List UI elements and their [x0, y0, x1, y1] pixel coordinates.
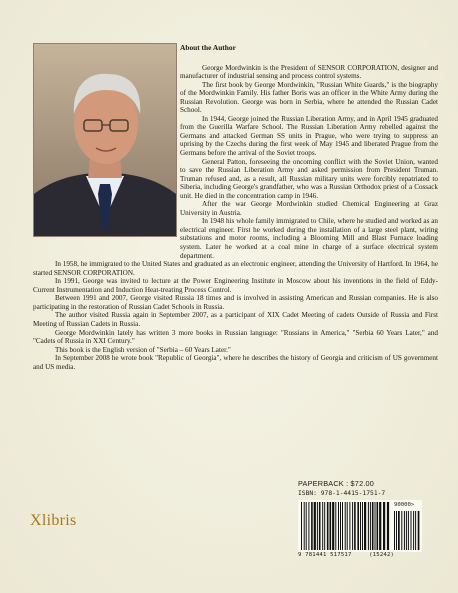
barcode-addon-bar	[413, 511, 414, 550]
barcode-bar	[342, 502, 343, 550]
barcode-bar	[352, 502, 353, 550]
barcode-addon-bar	[396, 511, 397, 550]
barcode-digits: 9 781441 517517	[298, 552, 352, 558]
barcode-bar	[304, 502, 305, 550]
barcode-bar	[319, 502, 321, 550]
barcode-bar	[340, 502, 341, 550]
barcode-bar	[387, 502, 389, 550]
isbn-label: ISBN: 978-1-4415-1751-7	[298, 490, 386, 497]
barcode-bar	[335, 502, 336, 550]
barcode-addon-bar	[401, 511, 402, 550]
about-paragraph: In 1991, George was invited to lecture at the Power Engineering Institute in Moscow about his inventions in the field of Eddy-Current Instrumentation and Induction Heat-treating Process Control.	[33, 277, 438, 294]
barcode-bar	[360, 502, 361, 550]
about-paragraph: The author visited Russia again in September 2007, as a participant of XIX Cadet Meeting of cadets Outside of Russia and First Meeting of Russian Cadets in Russia.	[33, 311, 438, 328]
about-paragraph: This book is the English version of "Serbia – 60 Years Later."	[55, 345, 231, 354]
about-paragraph: After the war George Mordwinkin studied Chemical Engineering at Graz University in Austria.	[180, 200, 438, 217]
barcode-bar	[383, 502, 385, 550]
barcode-bar	[324, 502, 325, 550]
barcode-bar	[345, 502, 346, 550]
price-label: PAPERBACK : $72.00	[298, 479, 375, 488]
barcode-number	[298, 552, 422, 558]
about-paragraph: In 1948 his whole family immigrated to Chile, where he studied and worked as an electrical engineer. First he worked during the installation of a large steel plant, wiring substations and motor rooms, including a Blooming Mill and Blast Furnace loading system. Later he worked at a coal mine in charge of a surface electrical system department.	[180, 217, 438, 260]
barcode-bar	[375, 502, 376, 550]
barcode-addon-bar	[406, 511, 407, 550]
barcode-addon-bar	[398, 511, 400, 550]
barcode-bar	[311, 502, 313, 550]
barcode-addon-bar	[418, 511, 420, 550]
barcode-bar	[332, 502, 334, 550]
barcode-bar	[354, 502, 356, 550]
about-paragraph: In 1958, he immigrated to the United States and graduated as an electronic engineer, attending the University of Hartford. In 1964, he started SENSOR CORPORATION.	[33, 260, 438, 277]
barcode-bar	[322, 502, 323, 550]
barcode-bar	[368, 502, 369, 550]
barcode-bar	[370, 502, 371, 550]
barcode-bar	[306, 502, 307, 550]
barcode-addon-bar	[415, 511, 416, 550]
about-author-text	[33, 44, 438, 371]
barcode-addon-bar	[411, 511, 412, 550]
photo-spacer	[33, 44, 180, 254]
barcode-bar	[317, 502, 318, 550]
barcode-bar	[357, 502, 359, 550]
about-paragraph: Between 1991 and 2007, George visited Russia 18 times and is involved in assisting American and Russian companies. He is also participating in the restoration of Russian Cadet Schools in Russia.	[33, 294, 438, 311]
about-paragraph: General Patton, foreseeing the oncoming conflict with the Soviet Union, wanted to save the Russian Liberation Army and asked permission from President Truman. Truman refused and, as a result, all Russian military units were forcibly repatriated to Siberia, including George's grandfather, who was a Russian Orthodox priest of a Cossack unit. He died in the concentration camp in 1946.	[180, 157, 438, 200]
barcode-bar	[372, 502, 374, 550]
about-paragraph: George Mordwinkin is the President of SENSOR CORPORATION, designer and manufacturer of industrial sensing and process control systems.	[180, 63, 438, 81]
barcode-addon-bar	[394, 511, 395, 550]
barcode-bar	[362, 502, 363, 550]
barcode-bar	[364, 502, 366, 550]
barcode-bar	[314, 502, 316, 550]
barcode-bar	[379, 502, 381, 550]
barcode-suffix: (15242)	[369, 552, 395, 558]
publisher-logo: Xlibris	[30, 512, 77, 529]
about-paragraph: In 1944, George joined the Russian Liberation Army, and in April 1945 graduated from the Guerilla Warfare School. The Russian Liberation Army rebelled against the Germans and attacked German SS units in Prague, who were trying to suppress an uprising by the Czechs during the first week of May 1945 and liberated Prague from the Germans before the arrival of the Soviet troops.	[180, 114, 438, 158]
about-heading: About the Author	[180, 43, 236, 52]
barcode-addon-bar	[404, 511, 405, 550]
barcode-bar	[338, 502, 339, 550]
barcode-bar	[349, 502, 350, 550]
barcode-addon-bar	[408, 511, 409, 550]
barcode-bar	[308, 502, 309, 550]
barcode-bar	[377, 502, 379, 550]
barcode-addon-number: 90000>	[394, 502, 415, 508]
barcode-bar	[301, 502, 302, 550]
barcode-bar	[330, 502, 332, 550]
about-paragraph: In September 2008 he wrote book "Republic of Georgia", where he describes the history of Georgia and criticism of US government and US media.	[33, 354, 438, 371]
about-paragraph: George Mordwinkin lately has written 3 more books in Russian language: "Russians in America," "Serbia 60 Years Later," and "Cadets of Russia in XXI Century."	[33, 328, 438, 346]
barcode-bar	[327, 502, 329, 550]
barcode-bar	[347, 502, 348, 550]
about-paragraph: The first book by George Mordwinkin, "Russian White Guards," is the biography of the Mordwinkin Family. His father Boris was an officer in the White Army during the Russian Revolution. George was born in Serbia, where he attended the Russian Cadet School.	[180, 80, 438, 115]
